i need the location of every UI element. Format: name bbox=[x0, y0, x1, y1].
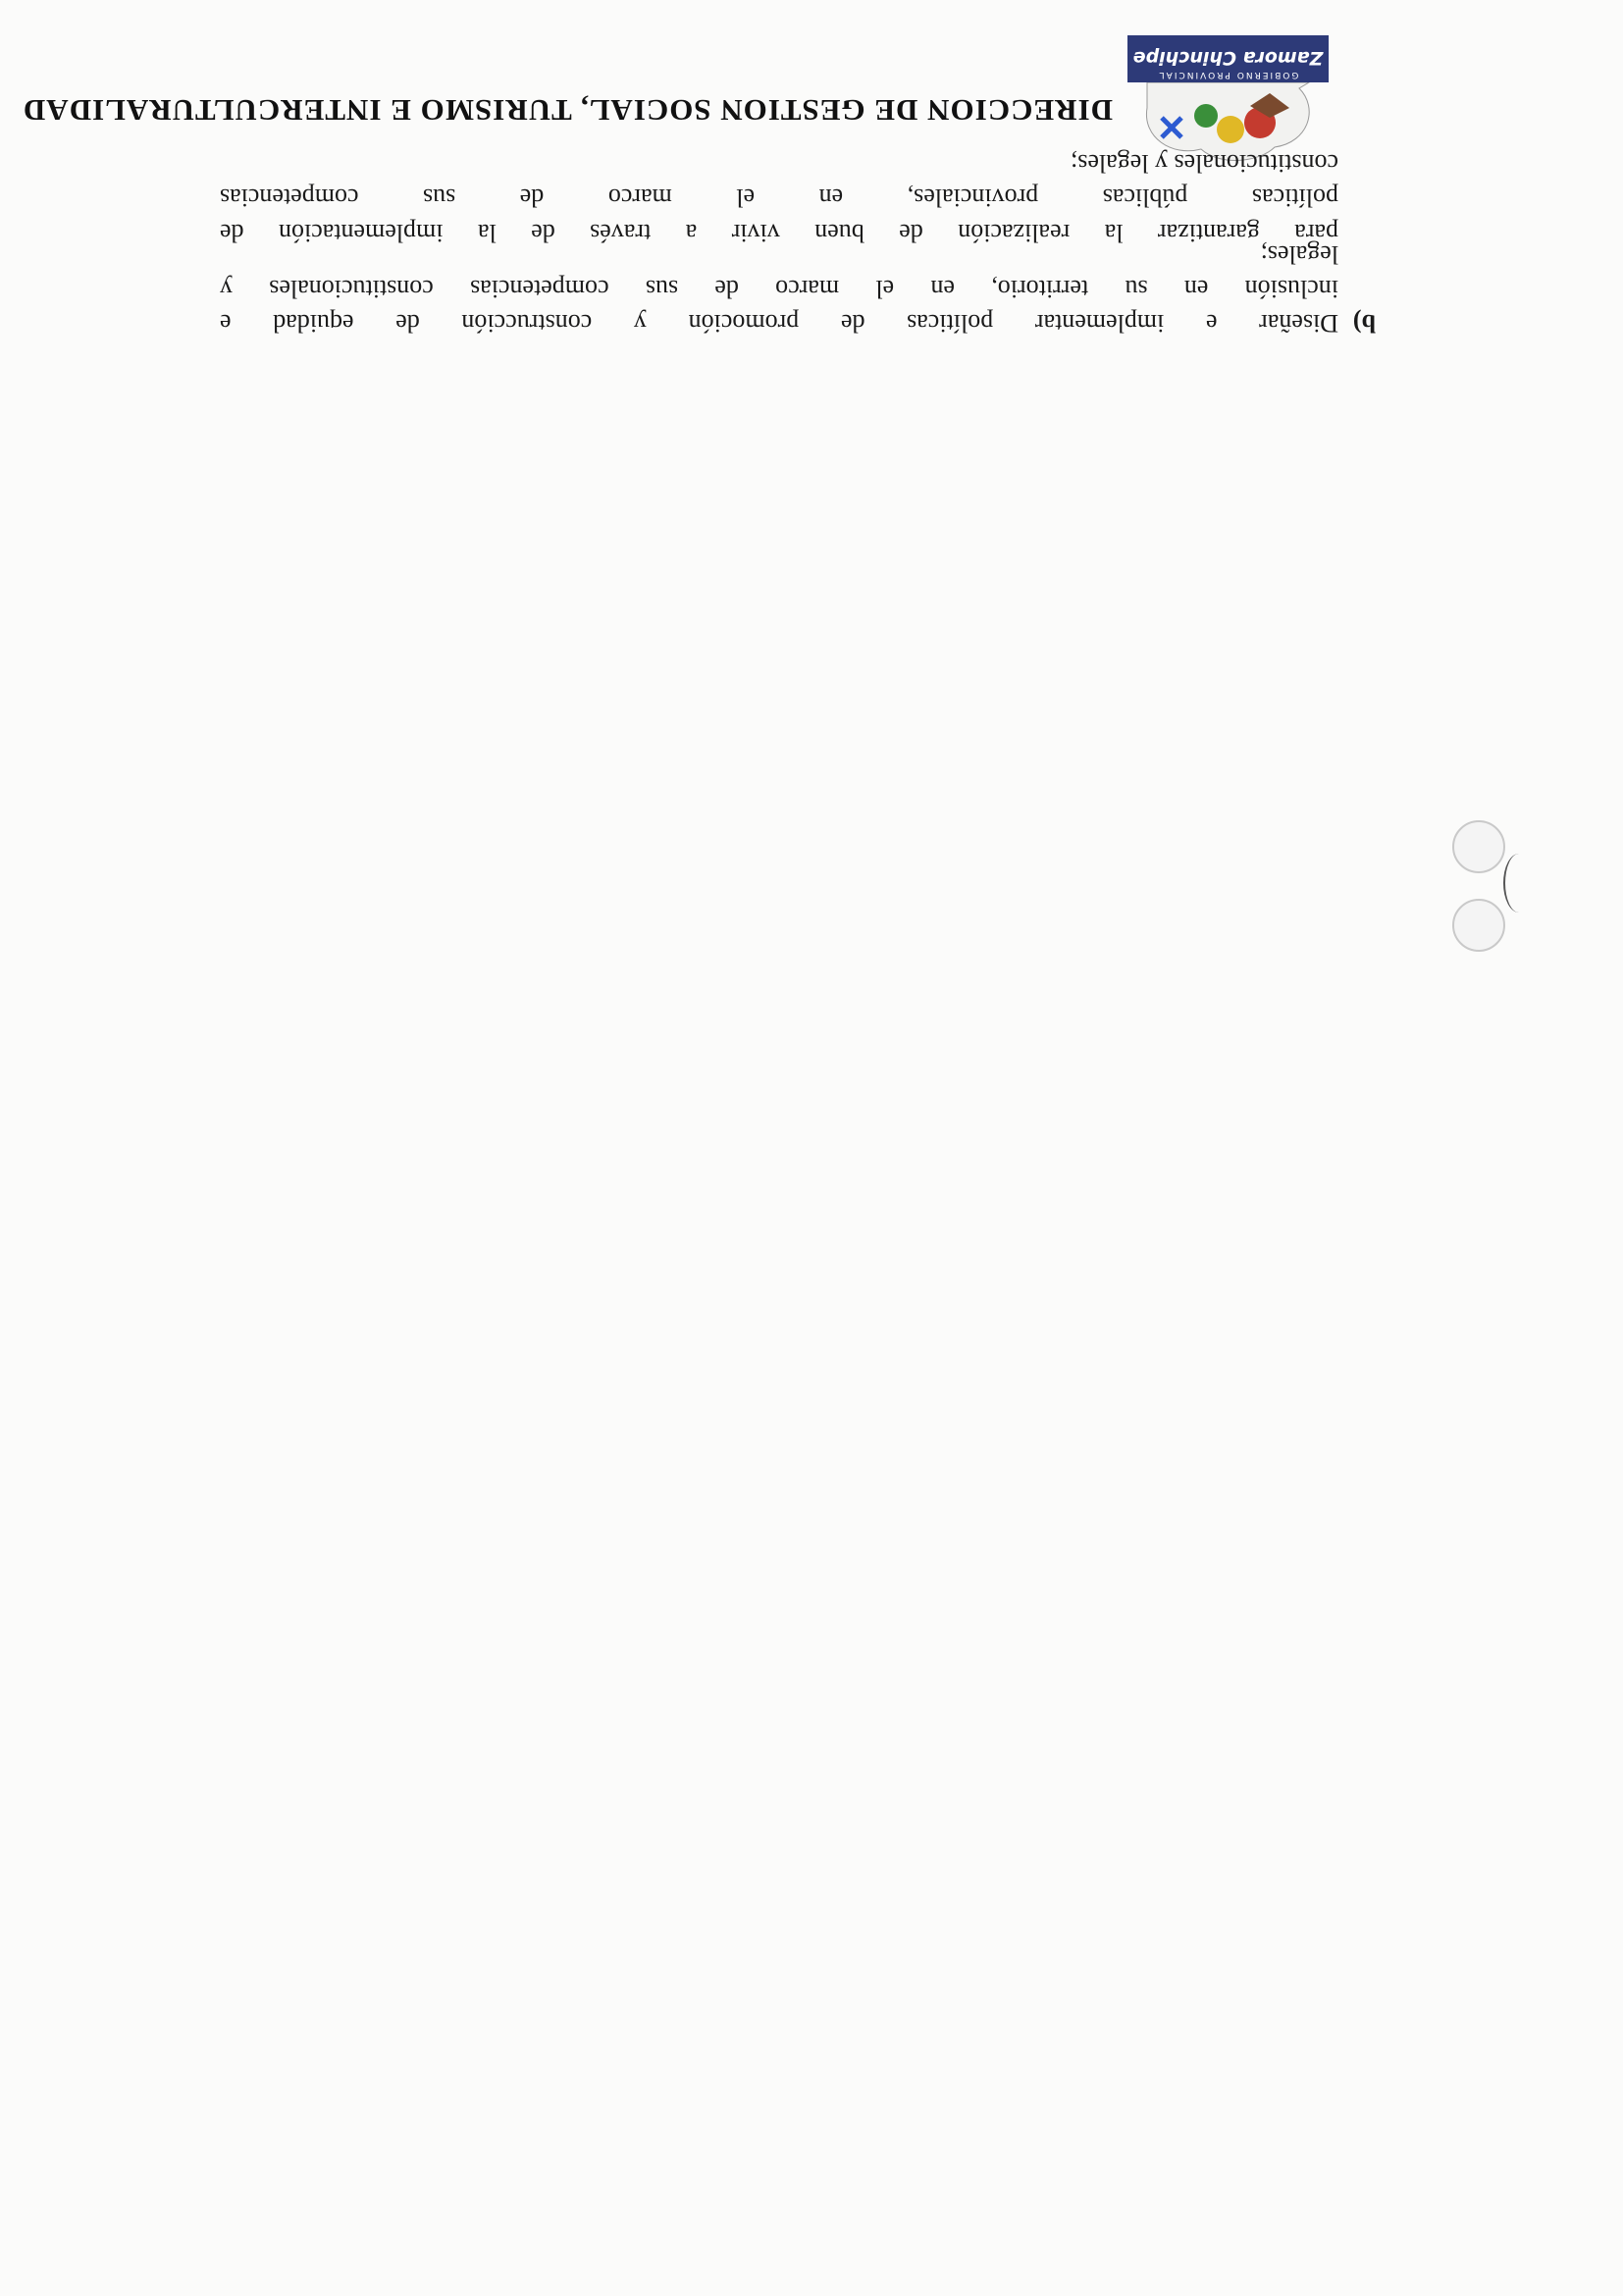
punch-hole bbox=[1452, 899, 1505, 952]
logo-name: Zamora Chinchipe bbox=[1132, 47, 1324, 69]
intro-line: para garantizar la realización de buen vivir a través de la implementación de bbox=[220, 219, 1338, 247]
provincial-logo bbox=[1127, 20, 1329, 167]
punch-hole bbox=[1452, 820, 1505, 873]
item-b-line: legales; bbox=[1260, 240, 1338, 269]
pen-mark bbox=[1503, 854, 1535, 913]
header-title: DIRECCION DE GESTION SOCIAL, TURISMO E INTERCULTURALIDAD bbox=[22, 93, 1113, 128]
logo-band bbox=[1127, 35, 1329, 82]
item-b-line: inclusión en su territorio, en el marco de sus competencias constitucionales y bbox=[220, 275, 1338, 303]
intro-line: constitucionales y legales; bbox=[1071, 149, 1338, 178]
intro-line: políticas públicas provinciales, en el marco de sus competencias bbox=[220, 183, 1338, 212]
spiral-binding bbox=[1554, 0, 1623, 2296]
item-b-line: Diseñar e implementar políticas de promoción y construcción de equidad e bbox=[220, 309, 1338, 338]
item-b-marker: b) bbox=[1352, 309, 1376, 338]
logo-top-line: GOBIERNO PROVINCIAL bbox=[1157, 70, 1299, 79]
